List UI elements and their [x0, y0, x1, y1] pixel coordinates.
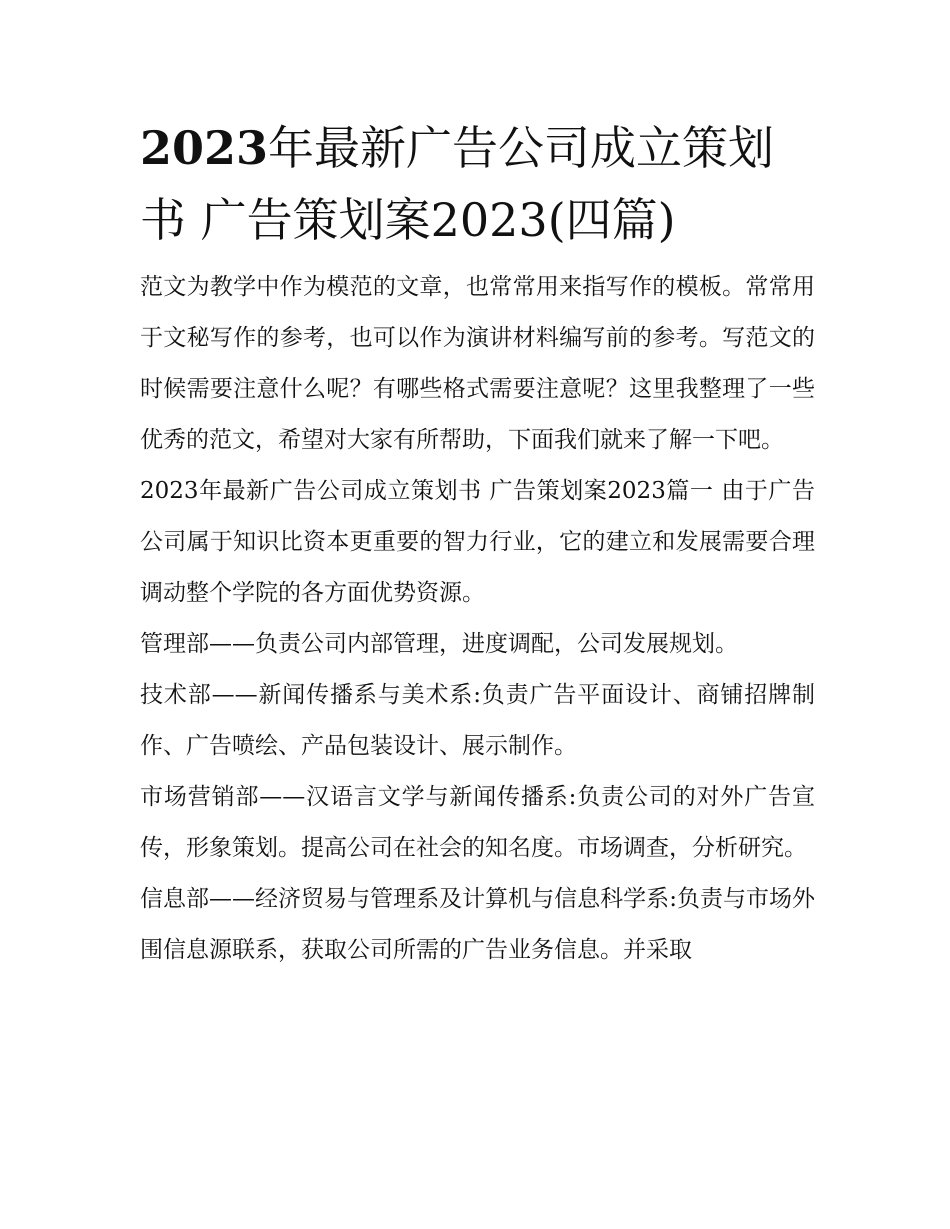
paragraph-intro: 范文为教学中作为模范的文章，也常常用来指写作的模板。常常用于文秘写作的参考，也可以作为演讲材料编写前的参考。写范文的时候需要注意什么呢？有哪些格式需要注意呢？这里我整理了一些优秀的范文，希望对大家有所帮助，下面我们就来了解一下吧。: [140, 274, 815, 453]
document-title-text: 年最新广告公司成立策划书 广告策划案2023(四篇): [140, 121, 775, 247]
document-title-year: 2023: [140, 121, 269, 175]
document-title: [140, 112, 815, 256]
paragraph-marketing-dept: 市场营销部——汉语言文学与新闻传播系:负责公司的对外广告宣传，形象策划。提高公司在社会的知名度。市场调查，分析研究。: [140, 784, 815, 861]
paragraph-management-dept: 管理部——负责公司内部管理，进度调配，公司发展规划。: [140, 631, 738, 657]
paragraph-technical-dept: 技术部——新闻传播系与美术系:负责广告平面设计、商铺招牌制作、广告喷绘、产品包装设计、展示制作。: [140, 682, 815, 759]
paragraph-information-dept: 信息部——经济贸易与管理系及计算机与信息科学系:负责与市场外围信息源联系，获取公司所需的广告业务信息。并采取: [140, 886, 815, 963]
paragraph-section-one: 2023年最新广告公司成立策划书 广告策划案2023篇一 由于广告公司属于知识比资本更重要的智力行业，它的建立和发展需要合理调动整个学院的各方面优势资源。: [140, 478, 815, 606]
document-body: [140, 112, 815, 976]
